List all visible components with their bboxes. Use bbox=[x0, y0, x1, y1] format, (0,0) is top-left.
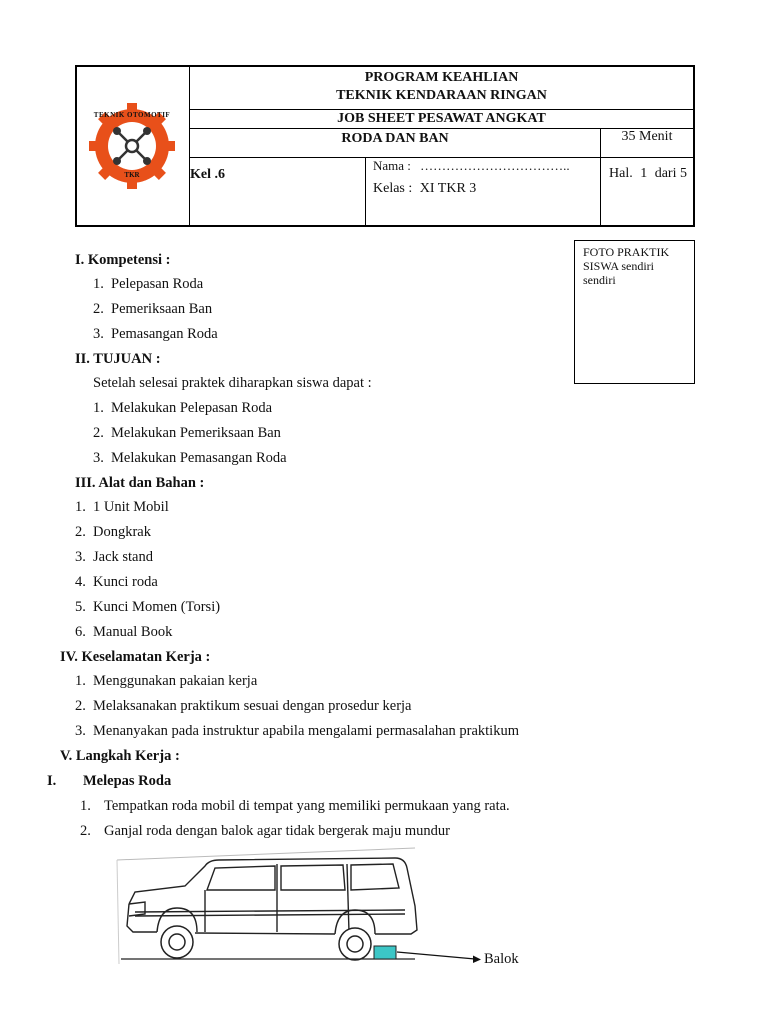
program-line2: TEKNIK KENDARAAN RINGAN bbox=[336, 88, 547, 103]
list-item: 1. Melakukan Pelepasan Roda bbox=[93, 400, 273, 416]
list-item: 3. Melakukan Pemasangan Roda bbox=[93, 450, 287, 466]
list-item: 2. Ganjal roda dengan balok agar tidak bergerak maju mundur bbox=[80, 823, 450, 839]
list-item: 3. Jack stand bbox=[75, 549, 153, 565]
subject-title: RODA DAN BAN bbox=[341, 131, 449, 146]
arrow-icon bbox=[395, 950, 485, 970]
list-item: 1. Menggunakan pakaian kerja bbox=[75, 673, 258, 689]
photo-box bbox=[574, 240, 695, 384]
list-item: 2. Melakukan Pemeriksaan Ban bbox=[93, 425, 281, 441]
page-number: 1 bbox=[640, 166, 648, 181]
divider bbox=[189, 109, 693, 110]
program-line1: PROGRAM KEAHLIAN bbox=[364, 70, 519, 85]
job-sheet-title: JOB SHEET PESAWAT ANGKAT bbox=[337, 111, 546, 126]
nama-field bbox=[373, 158, 570, 174]
photo-line1: FOTO PRAKTIK bbox=[583, 245, 670, 259]
group-label: Kel .6 bbox=[190, 167, 225, 182]
list-item: 6. Manual Book bbox=[75, 624, 173, 640]
kelas-label: Kelas : bbox=[373, 181, 413, 196]
list-item: 2. Dongkrak bbox=[75, 524, 151, 540]
melepas-numeral: I. bbox=[47, 773, 57, 789]
photo-line3: sendiri bbox=[583, 273, 616, 287]
logo-bottom-text: TKR bbox=[124, 171, 140, 179]
section-langkah-title: V. Langkah Kerja : bbox=[60, 748, 180, 764]
list-item: 5. Kunci Momen (Torsi) bbox=[75, 599, 221, 615]
page-of: dari 5 bbox=[654, 166, 687, 181]
list-item: 2. Pemeriksaan Ban bbox=[93, 301, 213, 317]
kelas-value: XI TKR 3 bbox=[419, 181, 477, 196]
list-item: 1. Pelepasan Roda bbox=[93, 276, 204, 292]
melepas-title: Melepas Roda bbox=[83, 773, 172, 789]
section-tujuan-title: II. TUJUAN : bbox=[75, 351, 161, 367]
list-item: 4. Kunci roda bbox=[75, 574, 158, 590]
nama-label: Nama : bbox=[373, 158, 411, 173]
balok-block bbox=[374, 946, 396, 959]
list-item: 1. Tempatkan roda mobil di tempat yang memiliki permukaan yang rata. bbox=[80, 798, 510, 814]
list-item: 3. Menanyakan pada instruktur apabila mengalami permasalahan praktikum bbox=[75, 723, 519, 739]
list-item: 1. 1 Unit Mobil bbox=[75, 499, 169, 515]
divider bbox=[365, 157, 366, 225]
list-item: 3. Pemasangan Roda bbox=[93, 326, 218, 342]
list-item: 2. Melaksanakan praktikum sesuai dengan prosedur kerja bbox=[75, 698, 412, 714]
section-alat-title: III. Alat dan Bahan : bbox=[75, 475, 205, 491]
car-illustration bbox=[115, 846, 425, 968]
header-table bbox=[75, 65, 695, 227]
page-indicator bbox=[609, 166, 687, 182]
nama-dots: …………………………….. bbox=[420, 158, 570, 173]
kelas-field bbox=[373, 181, 476, 197]
page-label: Hal. bbox=[609, 166, 633, 181]
photo-line2: SISWA sendiri bbox=[583, 259, 655, 273]
section-keselamatan-title: IV. Keselamatan Kerja : bbox=[60, 649, 211, 665]
logo-ring-text: TEKNIK OTOMOTIF bbox=[93, 111, 171, 119]
tujuan-intro: Setelah selesai praktek diharapkan siswa dapat : bbox=[93, 375, 372, 391]
figure-label-balok: Balok bbox=[484, 951, 519, 967]
duration: 35 Menit bbox=[621, 129, 673, 144]
section-kompetensi-title: I. Kompetensi : bbox=[75, 252, 171, 268]
